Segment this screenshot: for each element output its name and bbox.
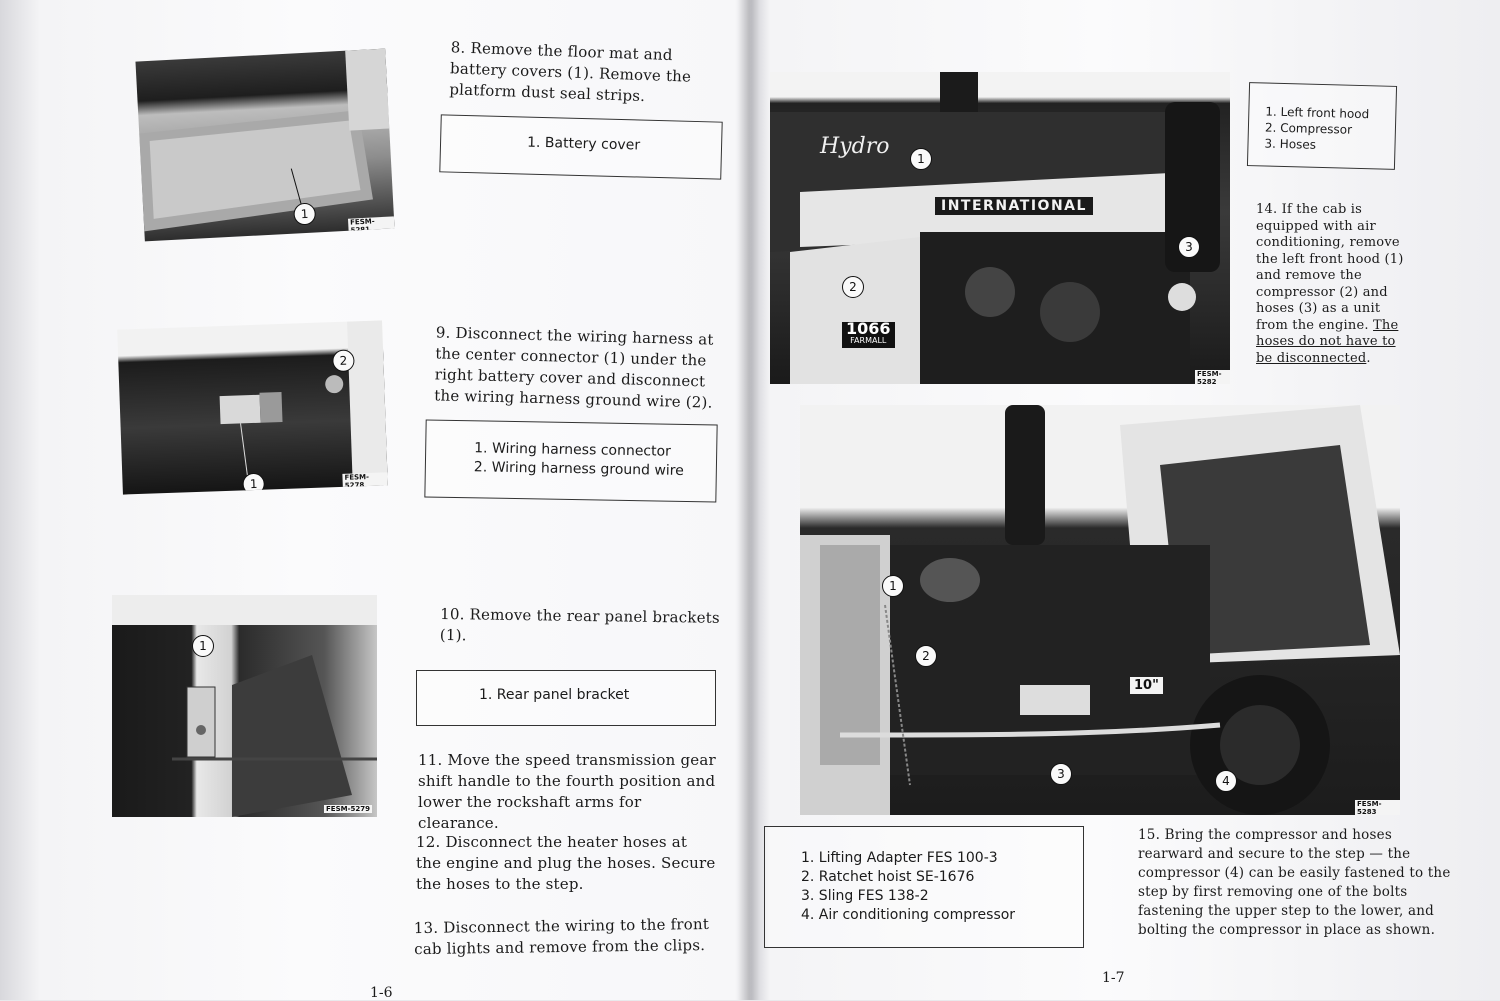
legend-item: 1. Lifting Adapter FES 100-3 bbox=[801, 850, 998, 866]
legend-box-rear-panel bbox=[416, 670, 716, 726]
step-12-text: Disconnect the heater hoses at the engine and plug the hoses. Secure the hoses to the step. bbox=[416, 833, 716, 893]
dimension-label: 10" bbox=[1130, 677, 1163, 694]
figure-hood-compressor-photo bbox=[770, 72, 1230, 384]
legend-box-wiring bbox=[424, 419, 717, 502]
model-sub: FARMALL bbox=[850, 336, 887, 345]
right-page-number: 1-7 bbox=[1102, 970, 1125, 986]
legend-item: 3. Sling FES 138-2 bbox=[801, 888, 929, 904]
legend-box-battery bbox=[439, 114, 722, 179]
figure2-callout-1: 1 bbox=[242, 473, 265, 495]
figure5-callout-4: 4 bbox=[1215, 770, 1237, 792]
legend-item: 1. Rear panel bracket bbox=[479, 687, 630, 703]
wiring-harness-illustration bbox=[117, 320, 388, 494]
step-10-text: Remove the rear panel brackets (1). bbox=[439, 605, 720, 645]
step-15-text: Bring the compressor and hoses rearward and secure to the step — the compressor (4) can be easily fastened to the step by first removing one of the bolts fastening the upper step to the lower, and bolting the compressor in place as shown. bbox=[1138, 827, 1451, 938]
step-8 bbox=[449, 37, 721, 109]
step-11 bbox=[418, 750, 718, 834]
figure-wiring-harness-photo bbox=[117, 320, 388, 494]
legend-item: 2. Wiring harness ground wire bbox=[473, 459, 684, 479]
model-decal bbox=[842, 319, 895, 348]
step-13 bbox=[414, 914, 715, 960]
tractor-hood-illustration bbox=[770, 72, 1230, 384]
figure3-callout-1: 1 bbox=[192, 635, 214, 657]
step-9-number: 9. bbox=[435, 323, 451, 342]
step-13-number: 13. bbox=[413, 918, 439, 938]
step-10 bbox=[440, 604, 731, 650]
legend-box-hoist bbox=[764, 826, 1084, 948]
figure3-code: FESM-5279 bbox=[326, 805, 370, 813]
figure4-code: FESM-5282 bbox=[1195, 370, 1230, 384]
step-9 bbox=[434, 322, 716, 413]
model-number: 1066 bbox=[846, 319, 891, 338]
international-decal: INTERNATIONAL bbox=[935, 197, 1093, 215]
hydro-decal: Hydro bbox=[820, 134, 890, 159]
left-page-number: 1-6 bbox=[370, 985, 393, 1001]
battery-cover-illustration bbox=[135, 49, 394, 242]
step-11-number: 11. bbox=[418, 751, 443, 769]
step-12-number: 12. bbox=[416, 833, 441, 851]
figure5-code: FESM-5283 bbox=[1355, 800, 1400, 815]
figure-compressor-hoist-photo bbox=[800, 405, 1400, 815]
book-gutter bbox=[738, 0, 760, 1000]
step-15 bbox=[1138, 826, 1456, 940]
right-page bbox=[760, 0, 1500, 1000]
step-10-number: 10. bbox=[440, 604, 465, 624]
figure-rear-panel-photo bbox=[112, 595, 377, 817]
figure5-callout-1: 1 bbox=[882, 575, 904, 597]
figure4-callout-1: 1 bbox=[910, 148, 932, 170]
step-14-text: If the cab is equipped with air conditioning, remove the left front hood (1) and remove the compressor (2) and hoses (3) as a unit from the engine. bbox=[1256, 202, 1404, 333]
step-13-text: Disconnect the wiring to the front cab lights and remove from the clips. bbox=[414, 914, 710, 959]
figure1-code: FESM-5281 bbox=[348, 216, 395, 234]
figure5-callout-2: 2 bbox=[915, 645, 937, 667]
step-8-text: Remove the floor mat and battery covers (1). Remove the platform dust seal strips. bbox=[449, 38, 692, 106]
step-9-text: Disconnect the wiring harness at the center connector (1) under the right battery cover and disconnect the wiring harness ground wire (2). bbox=[434, 323, 714, 412]
figure2-callout-2: 2 bbox=[332, 349, 355, 372]
step-15-number: 15. bbox=[1138, 827, 1161, 843]
legend-item: 1. Left front hood bbox=[1265, 104, 1370, 122]
figure2-code: FESM-5278 bbox=[342, 472, 387, 490]
figure4-callout-2: 2 bbox=[842, 276, 864, 298]
step-12 bbox=[416, 832, 716, 895]
tractor-hoist-illustration bbox=[800, 405, 1400, 815]
legend-item: 1. Wiring harness connector bbox=[474, 440, 672, 460]
legend-item: 3. Hoses bbox=[1264, 136, 1317, 152]
figure5-callout-3: 3 bbox=[1050, 763, 1072, 785]
legend-item: 4. Air conditioning compressor bbox=[801, 907, 1016, 923]
step-14-underlined: The hoses do not have to be disconnected bbox=[1256, 317, 1399, 366]
step-11-text: Move the speed transmission gear shift handle to the fourth position and lower the rockshaft arms for clearance. bbox=[418, 751, 716, 832]
legend-item: 2. Ratchet hoist SE-1676 bbox=[801, 869, 975, 885]
legend-item: 2. Compressor bbox=[1264, 120, 1353, 137]
step-8-number: 8. bbox=[450, 38, 466, 57]
rear-panel-illustration bbox=[112, 595, 377, 817]
figure1-callout-1: 1 bbox=[293, 202, 316, 225]
figure4-callout-3: 3 bbox=[1178, 236, 1200, 258]
step-14 bbox=[1256, 202, 1406, 367]
legend-item: 1. Battery cover bbox=[526, 134, 641, 154]
step-14-end: . bbox=[1366, 350, 1371, 366]
legend-box-hood bbox=[1247, 82, 1397, 170]
figure-battery-cover-photo bbox=[135, 49, 394, 242]
left-page bbox=[0, 0, 740, 1000]
step-14-number: 14. bbox=[1256, 202, 1278, 217]
